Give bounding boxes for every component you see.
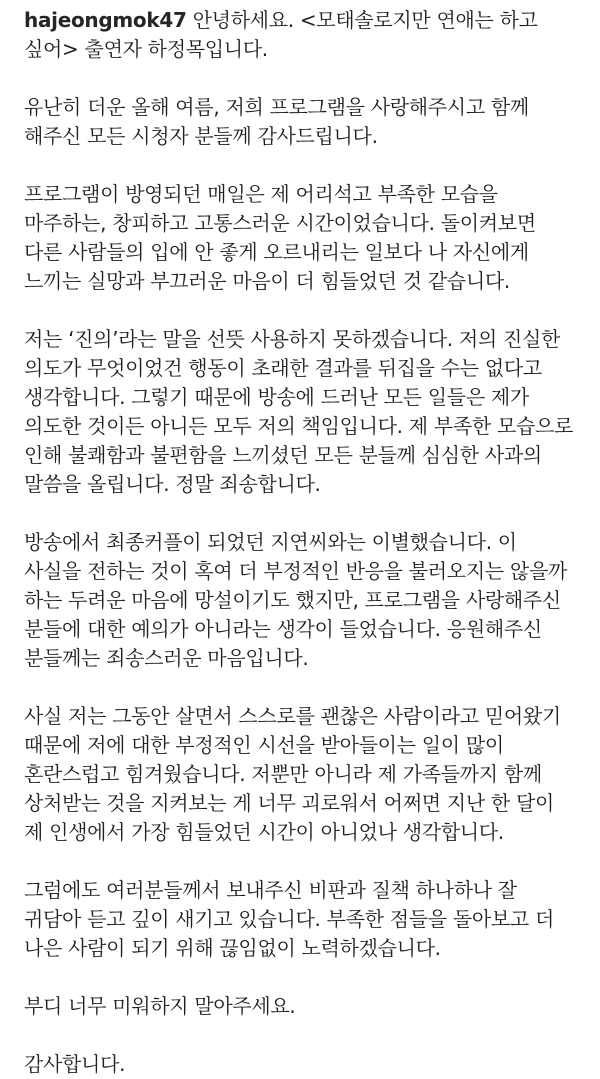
caption-text: 안녕하세요. <모태솔로지만 연애는 하고 싶어> 출연자 하정목입니다.: [24, 8, 538, 61]
caption-paragraph: [24, 6, 578, 64]
caption-paragraph: 저는 ‘진의’라는 말을 선뜻 사용하지 못하겠습니다. 저의 진실한 의도가 무엇이었건 행동이 초래한 결과를 뒤집을 수는 없다고 생각합니다. 그렇기 때문에 방송에 드러난 모든 일들은 제가 의도한 것이든 아니든 모두 저의 책임입니다. 제 부족한 모습으로 인해 불쾌함과 불편함을 느끼셨던 모든 분들께 심심한 사과의 말씀을 올립니다. 정말 죄송합니다.: [24, 327, 574, 496]
caption-paragraph: 프로그램이 방영되던 매일은 제 어리석고 부족한 모습을 마주하는, 창피하고 고통스러운 시간이었습니다. 돌이켜보면 다른 사람들의 입에 안 좋게 오르내리는 일보다 나 자신에게 느끼는 실망과 부끄러운 마음이 더 힘들었던 것 같습니다.: [24, 182, 536, 293]
caption-paragraph: 사실 저는 그동안 살면서 스스로를 괜찮은 사람이라고 믿어왔기 때문에 저에 대한 부정적인 시선을 받아들이는 일이 많이 혼란스럽고 힘겨웠습니다. 저뿐만 아니라 제 가족들까지 함께 상처받는 것을 지켜보는 게 너무 괴로워서 어쩌면 지난 한 달이 제 인생에서 가장 힘들었던 시간이 아니었나 생각합니다.: [24, 704, 561, 844]
caption-paragraph: 그럼에도 여러분들께서 보내주신 비판과 질책 하나하나 잘 귀담아 듣고 깊이 새기고 있습니다. 부족한 점들을 돌아보고 더 나은 사람이 되기 위해 끊임없이 노력하겠습니다.: [24, 878, 555, 960]
caption-paragraph: 부디 너무 미워하지 말아주세요.: [24, 994, 296, 1018]
caption-paragraph: 감사합니다.: [24, 1052, 126, 1076]
caption-paragraph: 유난히 더운 올해 여름, 저희 프로그램을 사랑해주시고 함께 해주신 모든 시청자 분들께 감사드립니다.: [24, 95, 529, 148]
username-link[interactable]: hajeongmok47: [24, 8, 187, 32]
caption-paragraph: 방송에서 최종커플이 되었던 지연씨와는 이별했습니다. 이 사실을 전하는 것이 혹여 더 부정적인 반응을 불러오지는 않을까 하는 두려운 마음에 망설이기도 했지만, 프로그램을 사랑해주신 분들에 대한 예의가 아니라는 생각이 들었습니다. 응원해주신 분들께는 죄송스러운 마음입니다.: [24, 530, 567, 670]
